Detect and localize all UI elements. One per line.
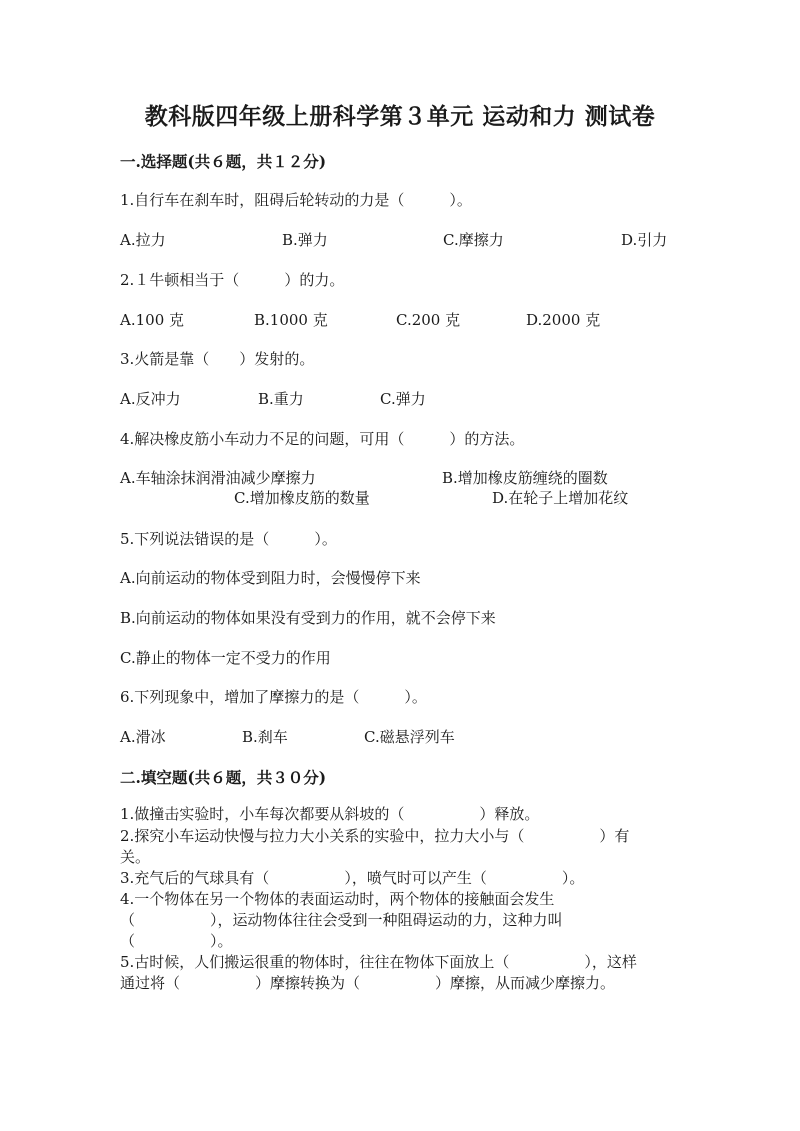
question-option: A.拉力	[120, 231, 166, 249]
section-heading-choice: 一.选择题(共６题，共１２分)	[120, 152, 327, 171]
question-option: C.增加橡皮筋的数量	[234, 489, 370, 507]
question-option: A.反冲力	[120, 390, 181, 408]
fill-line: 通过将（ ）摩擦转换为（ ）摩擦，从而减少摩擦力。	[120, 974, 616, 992]
fill-line: 1.做撞击实验时，小车每次都要从斜坡的（ ）释放。	[120, 805, 540, 823]
question-option: B.弹力	[282, 231, 328, 249]
question-option: A.车轴涂抹润滑油减少摩擦力	[120, 469, 316, 487]
fill-line: （ ）。	[120, 932, 233, 950]
question-option: C.弹力	[380, 390, 426, 408]
question-option: A.向前运动的物体受到阻力时，会慢慢停下来	[120, 569, 421, 587]
question-option: D.2000 克	[526, 311, 601, 329]
question-option: C.静止的物体一定不受力的作用	[120, 649, 331, 667]
fill-line: 5.古时候，人们搬运很重的物体时，往往在物体下面放上（ ），这样	[120, 953, 637, 971]
fill-line: 4.一个物体在另一个物体的表面运动时，两个物体的接触面会发生	[120, 890, 555, 908]
question-option: D.在轮子上增加花纹	[492, 489, 629, 507]
question-stem: 2.１牛顿相当于（ ）的力。	[120, 271, 345, 289]
question-option: B.1000 克	[254, 311, 328, 329]
question-option: D.引力	[621, 231, 668, 249]
question-stem: 3.火箭是靠（ ）发射的。	[120, 350, 315, 368]
question-option: B.向前运动的物体如果没有受到力的作用，就不会停下来	[120, 609, 496, 627]
fill-line: 3.充气后的气球具有（ ），喷气时可以产生（ ）。	[120, 869, 585, 887]
question-stem: 6.下列现象中，增加了摩擦力的是（ ）。	[120, 688, 427, 706]
question-option: C.磁悬浮列车	[364, 728, 455, 746]
question-option: A.滑冰	[120, 728, 166, 746]
question-stem: 5.下列说法错误的是（ ）。	[120, 530, 337, 548]
question-option: B.增加橡皮筋缠绕的圈数	[442, 469, 608, 487]
section-heading-fill: 二.填空题(共６题，共３０分)	[120, 768, 327, 787]
question-option: C.摩擦力	[443, 231, 504, 249]
question-option: B.刹车	[242, 728, 288, 746]
fill-line: 关。	[120, 848, 151, 866]
fill-line: 2.探究小车运动快慢与拉力大小关系的实验中，拉力大小与（ ）有	[120, 827, 630, 845]
page-title: 教科版四年级上册科学第３单元 运动和力 测试卷	[144, 103, 656, 130]
question-option: B.重力	[258, 390, 304, 408]
fill-line: （ ），运动物体往往会受到一种阻碍运动的力，这种力叫	[120, 911, 563, 929]
question-option: C.200 克	[396, 311, 461, 329]
question-stem: 4.解决橡皮筋小车动力不足的问题，可用（ ）的方法。	[120, 430, 525, 448]
question-stem: 1.自行车在刹车时，阻碍后轮转动的力是（ ）。	[120, 191, 472, 209]
question-option: A.100 克	[120, 311, 184, 329]
